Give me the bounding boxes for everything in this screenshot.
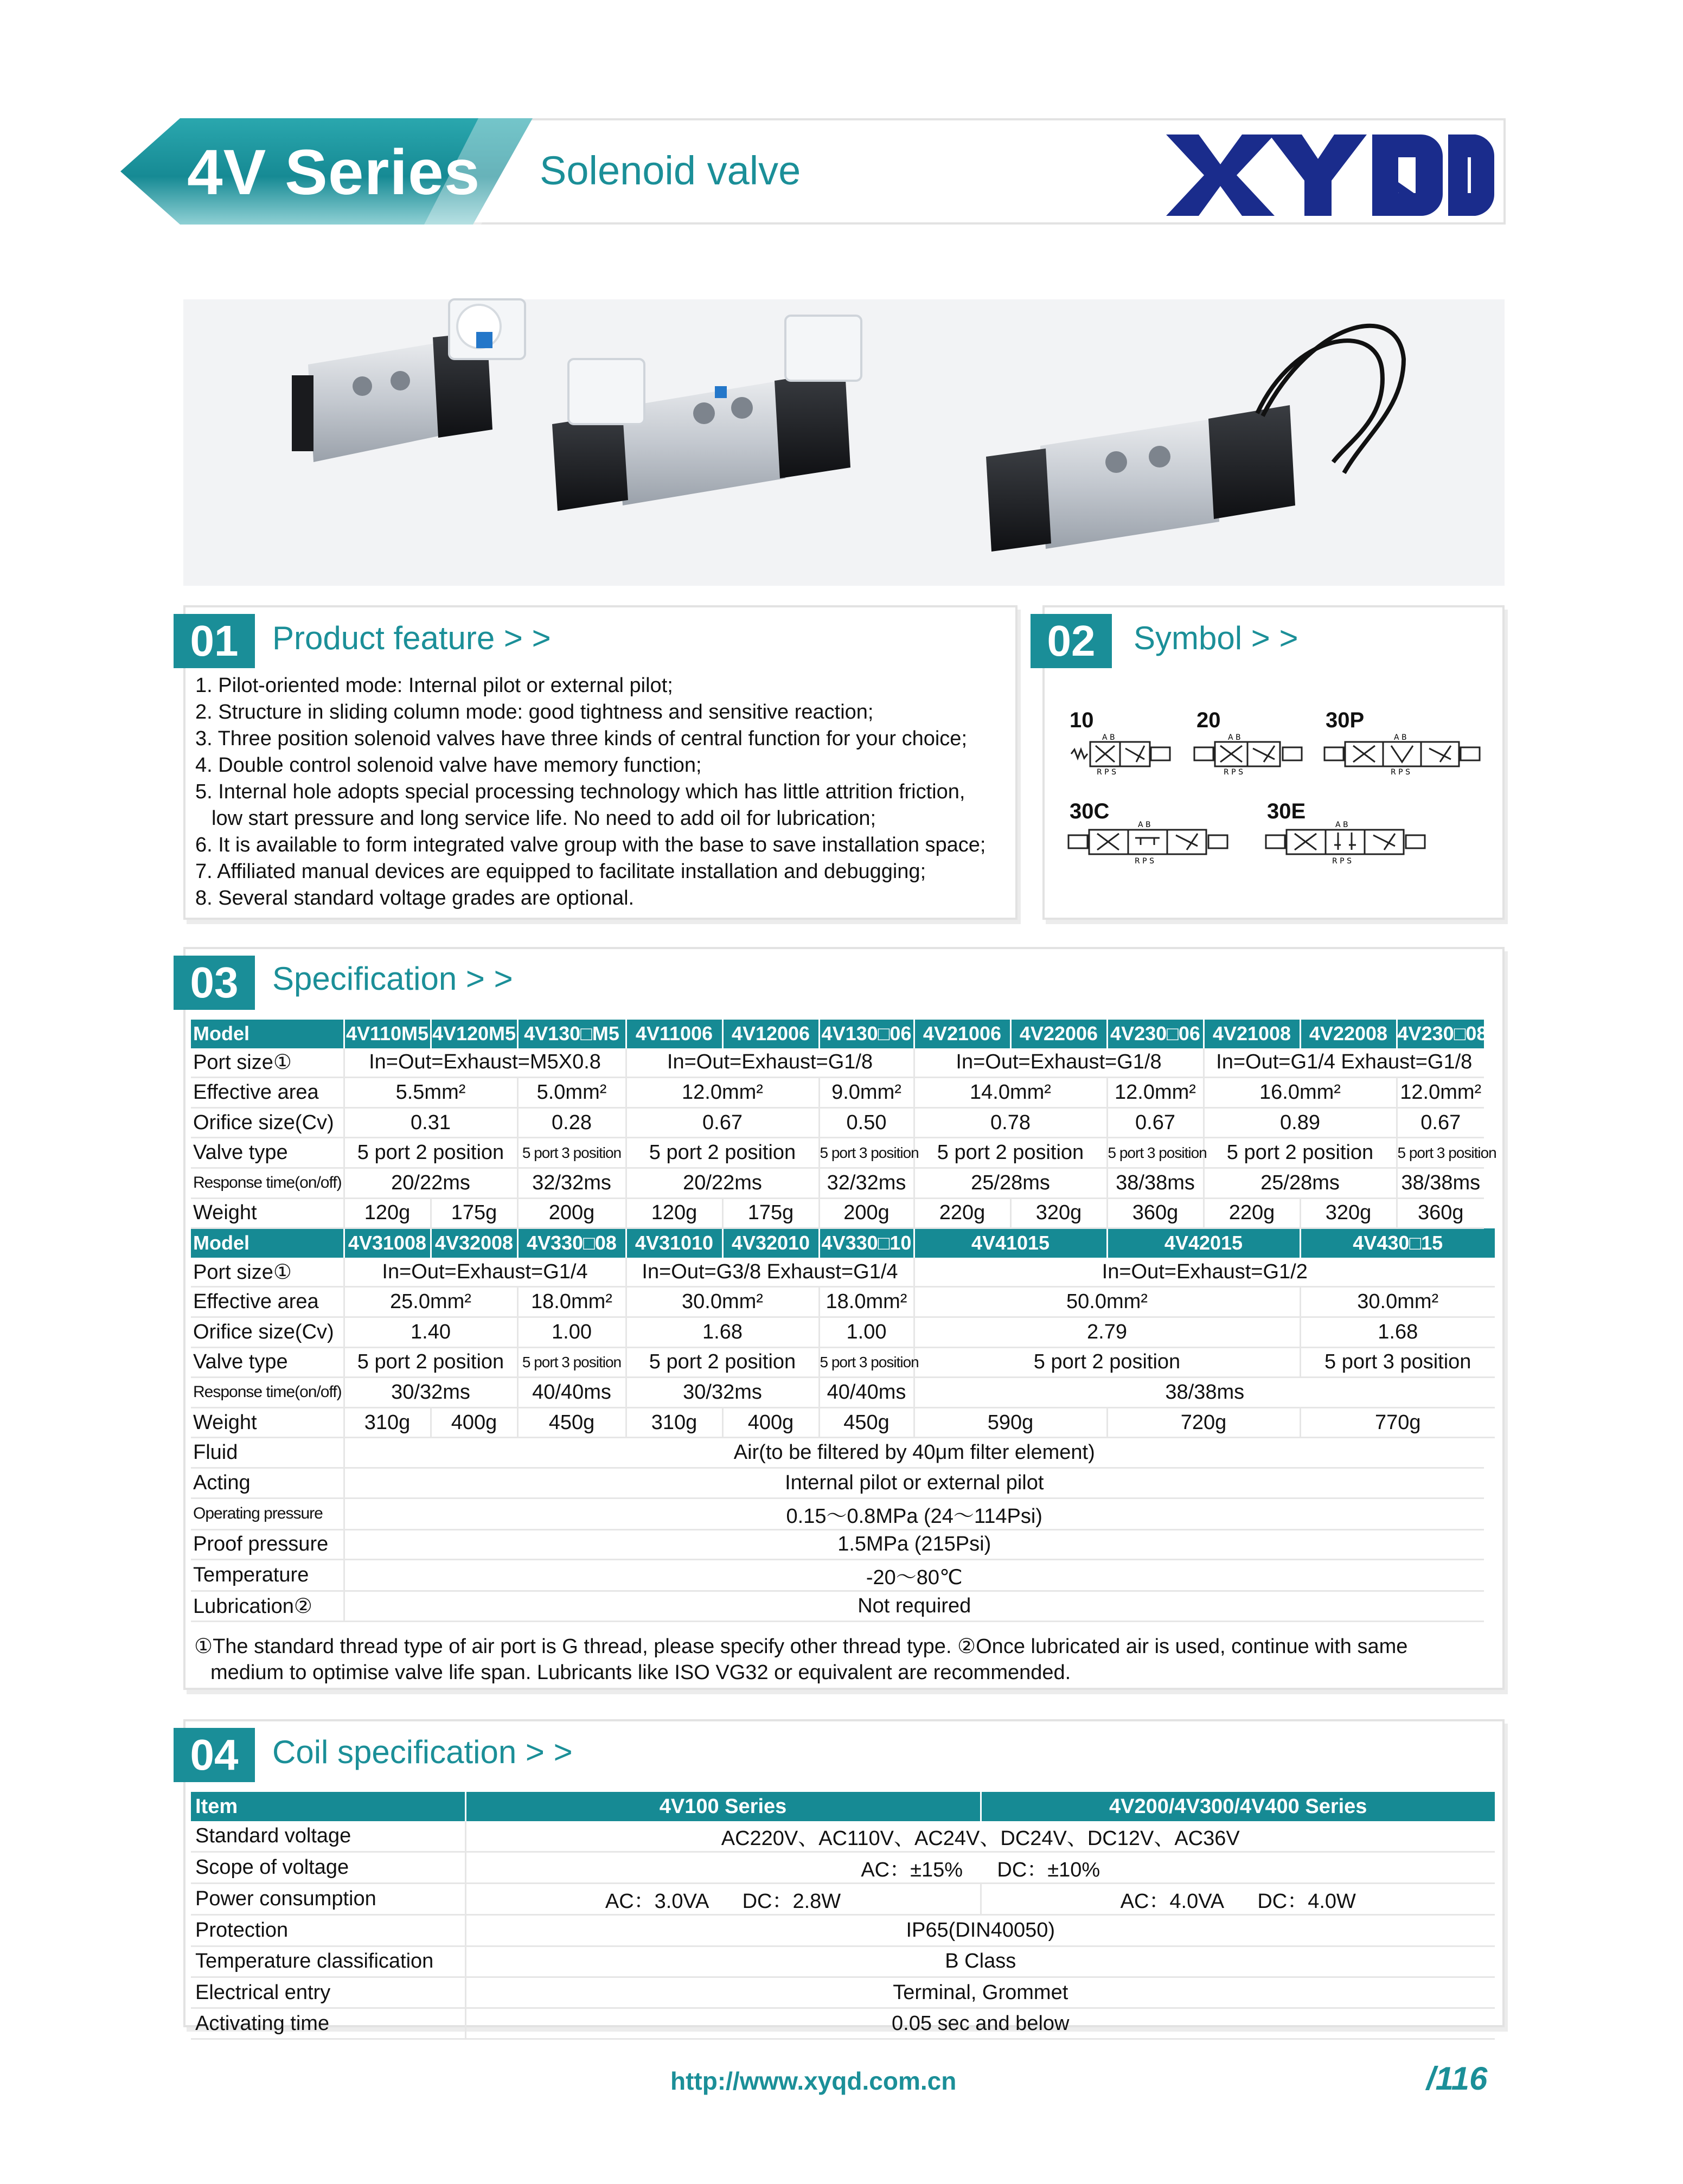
brand-logo	[1161, 124, 1497, 221]
symbol-ports-bottom: R P S	[1135, 857, 1154, 866]
area-cell: 30.0mm²	[626, 1287, 819, 1317]
coil-header-row	[191, 1792, 1495, 1821]
valve-label: Valve type	[191, 1347, 344, 1378]
series-title: 4V Series	[187, 137, 481, 208]
orifice-cell: 2.79	[914, 1317, 1300, 1347]
weight-cell: 200g	[517, 1198, 626, 1228]
symbol-ports-bottom: R P S	[1332, 857, 1352, 866]
valve-label: Valve type	[191, 1138, 344, 1168]
area-cell: 30.0mm²	[1300, 1287, 1495, 1317]
orifice-cell: 0.67	[626, 1107, 819, 1138]
coil-table	[191, 1792, 1495, 2040]
coil-row-value: AC：4.0VA DC：4.0W	[981, 1884, 1495, 1915]
proof-label: Proof pressure	[191, 1529, 344, 1560]
coil-row-label: Temperature classification	[191, 1946, 465, 1977]
coil-header-4v100: 4V100 Series	[465, 1792, 981, 1821]
proof-value: 1.5MPa (215Psi)	[344, 1529, 1484, 1560]
orifice-label: Orifice size(Cv)	[191, 1107, 344, 1138]
feature-item: 6. It is available to form integrated valve group with the base to save installation space;	[195, 834, 986, 856]
model-cell: 4V32008	[431, 1228, 517, 1258]
orifice-cell: 1.68	[1300, 1317, 1495, 1347]
symbol-label-30c: 30C	[1070, 799, 1110, 823]
weight-cell: 720g	[1107, 1407, 1300, 1438]
response-cell: 40/40ms	[517, 1378, 626, 1408]
valve-cell: 5 port 2 position	[1204, 1138, 1397, 1168]
symbol-label-10: 10	[1070, 708, 1094, 732]
response-cell: 25/28ms	[1204, 1168, 1397, 1198]
spec-section-number: 03	[174, 956, 255, 1010]
lubrication-label: Lubrication②	[191, 1591, 344, 1622]
feature-section-title: Product feature > >	[272, 620, 551, 656]
model-cell: 4V120M5	[431, 1020, 517, 1048]
spec-notes	[194, 1634, 1407, 1686]
response-cell: 38/38ms	[1107, 1168, 1204, 1198]
valve-cell: 5 port 2 position	[344, 1347, 517, 1378]
symbol-20-icon	[1193, 732, 1307, 776]
area-cell: 50.0mm²	[914, 1287, 1300, 1317]
weight-cell: 770g	[1300, 1407, 1495, 1438]
response-cell: 30/32ms	[626, 1378, 819, 1408]
coil-row-label: Standard voltage	[191, 1821, 465, 1852]
valve-cell: 5 port 3 position	[1107, 1138, 1204, 1168]
port-row-2	[191, 1258, 1495, 1287]
operating-value: 0.15～0.8MPa (24～114Psi)	[344, 1498, 1484, 1529]
orifice-row-1	[191, 1107, 1495, 1138]
weight-cell: 320g	[1300, 1198, 1397, 1228]
coil-row-label: Activating time	[191, 2008, 465, 2039]
weight-cell: 310g	[626, 1407, 722, 1438]
response-cell: 30/32ms	[344, 1378, 517, 1408]
feature-item: 1. Pilot-oriented mode: Internal pilot or external pilot;	[195, 674, 673, 697]
port-cell: In=Out=G3/8 Exhaust=G1/4	[626, 1258, 914, 1287]
fluid-row	[191, 1438, 1495, 1468]
area-cell: 14.0mm²	[914, 1078, 1107, 1108]
weight-cell: 310g	[344, 1407, 431, 1438]
valve-cell: 5 port 3 position	[1397, 1138, 1484, 1168]
coil-row-label: Electrical entry	[191, 1977, 465, 2008]
symbol-ports-bottom: R P S	[1097, 768, 1116, 777]
orifice-cell: 1.40	[344, 1317, 517, 1347]
model-cell: 4V31010	[626, 1228, 722, 1258]
model-label: Model	[191, 1228, 344, 1258]
feature-item: 2. Structure in sliding column mode: good tightness and sensitive reaction;	[195, 701, 874, 723]
model-cell: 4V230□06	[1107, 1020, 1204, 1048]
orifice-cell: 0.50	[819, 1107, 914, 1138]
coil-row-value: 0.05 sec and below	[465, 2008, 1495, 2039]
temperature-row	[191, 1560, 1495, 1591]
valve-cell: 5 port 3 position	[517, 1347, 626, 1378]
valve-image-3	[986, 326, 1404, 552]
lubrication-value: Not required	[344, 1591, 1484, 1622]
spec-note-line: medium to optimise valve life span. Lubricants like ISO VG32 or equivalent are recommended.	[210, 1661, 1071, 1684]
acting-label: Acting	[191, 1468, 344, 1498]
orifice-cell: 0.31	[344, 1107, 517, 1138]
coil-row	[191, 1946, 1495, 1977]
weight-cell: 175g	[722, 1198, 819, 1228]
symbol-label-30p: 30P	[1326, 708, 1365, 732]
product-photo	[183, 299, 1505, 586]
weight-cell: 450g	[517, 1407, 626, 1438]
area-row-2	[191, 1287, 1495, 1317]
model-row-2	[191, 1228, 1495, 1258]
response-cell: 32/32ms	[517, 1168, 626, 1198]
response-cell: 40/40ms	[819, 1378, 914, 1408]
response-row-1	[191, 1168, 1495, 1198]
valve-row-2	[191, 1347, 1495, 1378]
model-label: Model	[191, 1020, 344, 1048]
weight-label: Weight	[191, 1198, 344, 1228]
coil-row	[191, 1915, 1495, 1946]
valve-cell: 5 port 3 position	[819, 1347, 914, 1378]
valve-cell: 5 port 2 position	[626, 1138, 819, 1168]
valve-row-1	[191, 1138, 1495, 1168]
coil-row-value: IP65(DIN40050)	[465, 1915, 1495, 1946]
model-row-1	[191, 1020, 1495, 1048]
coil-row	[191, 2008, 1495, 2039]
feature-item: low start pressure and long service life. No need to add oil for lubrication;	[212, 807, 876, 830]
response-cell: 20/22ms	[344, 1168, 517, 1198]
spec-section-title: Specification > >	[272, 960, 513, 997]
symbol-ports-bottom: R P S	[1391, 768, 1410, 777]
operating-label: Operating pressure	[191, 1498, 344, 1529]
weight-cell: 175g	[431, 1198, 517, 1228]
model-cell: 4V12006	[722, 1020, 819, 1048]
area-cell: 5.0mm²	[517, 1078, 626, 1108]
orifice-cell: 0.89	[1204, 1107, 1397, 1138]
orifice-label: Orifice size(Cv)	[191, 1317, 344, 1347]
symbol-section-number: 02	[1031, 614, 1112, 668]
footer-url-link[interactable]: http://www.xyqd.com.cn	[670, 2067, 957, 2095]
symbol-label-30e: 30E	[1267, 799, 1306, 823]
feature-item: 4. Double control solenoid valve have memory function;	[195, 754, 702, 777]
coil-row	[191, 1884, 1495, 1915]
port-cell: In=Out=Exhaust=G1/4	[344, 1258, 626, 1287]
response-cell: 25/28ms	[914, 1168, 1107, 1198]
page-number: /116	[1426, 2060, 1488, 2097]
coil-section-number: 04	[174, 1728, 255, 1782]
symbol-ports-top: A B	[1138, 821, 1151, 829]
series-subtitle: Solenoid valve	[540, 148, 801, 193]
response-cell: 38/38ms	[914, 1378, 1495, 1408]
area-cell: 16.0mm²	[1204, 1078, 1397, 1108]
weight-cell: 220g	[914, 1198, 1010, 1228]
orifice-cell: 1.00	[517, 1317, 626, 1347]
weight-cell: 120g	[626, 1198, 722, 1228]
model-cell: 4V230□08	[1397, 1020, 1484, 1048]
valve-image-1	[292, 299, 525, 462]
coil-header-4v200: 4V200/4V300/4V400 Series	[981, 1792, 1495, 1821]
feature-item: 8. Several standard voltage grades are optional.	[195, 887, 635, 910]
weight-cell: 220g	[1204, 1198, 1300, 1228]
orifice-cell: 1.68	[626, 1317, 819, 1347]
area-cell: 18.0mm²	[819, 1287, 914, 1317]
response-cell: 32/32ms	[819, 1168, 914, 1198]
valve-cell: 5 port 2 position	[344, 1138, 517, 1168]
weight-cell: 200g	[819, 1198, 914, 1228]
coil-section-title: Coil specification > >	[272, 1734, 573, 1770]
port-label: Port size①	[191, 1258, 344, 1287]
coil-row-value: AC：3.0VA DC：2.8W	[465, 1884, 981, 1915]
port-cell: In=Out=G1/4 Exhaust=G1/8	[1204, 1048, 1484, 1078]
symbol-10-icon	[1068, 732, 1177, 776]
weight-row-1	[191, 1198, 1495, 1228]
weight-cell: 320g	[1010, 1198, 1107, 1228]
model-cell: 4V110M5	[344, 1020, 431, 1048]
response-cell: 20/22ms	[626, 1168, 819, 1198]
proof-row	[191, 1529, 1495, 1560]
coil-row-value: B Class	[465, 1946, 1495, 1977]
feature-item: 7. Affiliated manual devices are equipped to facilitate installation and debugging;	[195, 860, 926, 883]
lubrication-row	[191, 1591, 1495, 1622]
valve-cell: 5 port 3 position	[819, 1138, 914, 1168]
response-label: Response time(on/off)	[191, 1168, 344, 1198]
model-cell: 4V21008	[1204, 1020, 1300, 1048]
temperature-value: -20～80℃	[344, 1560, 1484, 1591]
fluid-value: Air(to be filtered by 40μm filter element)	[344, 1438, 1484, 1468]
valve-image-2	[552, 316, 861, 511]
weight-cell: 400g	[431, 1407, 517, 1438]
port-cell: In=Out=Exhaust=M5X0.8	[344, 1048, 626, 1078]
model-cell: 4V22008	[1300, 1020, 1397, 1048]
feature-item: 5. Internal hole adopts special processing technology which has little attrition friction,	[195, 780, 965, 803]
port-cell: In=Out=Exhaust=G1/8	[626, 1048, 914, 1078]
weight-row-2	[191, 1407, 1495, 1438]
weight-cell: 360g	[1107, 1198, 1204, 1228]
coil-row	[191, 1977, 1495, 2008]
valve-cell: 5 port 3 position	[517, 1138, 626, 1168]
response-label: Response time(on/off)	[191, 1378, 344, 1408]
symbol-label-20: 20	[1196, 708, 1221, 732]
coil-row-value: Terminal, Grommet	[465, 1977, 1495, 2008]
port-label: Port size①	[191, 1048, 344, 1078]
model-cell: 4V130□M5	[517, 1020, 626, 1048]
feature-list	[195, 673, 986, 912]
coil-row	[191, 1821, 1495, 1852]
orifice-cell: 0.78	[914, 1107, 1107, 1138]
orifice-cell: 0.67	[1107, 1107, 1204, 1138]
acting-value: Internal pilot or external pilot	[344, 1468, 1484, 1498]
spec-note-line: ①The standard thread type of air port is G thread, please specify other thread type. ②Once lubricated air is used, continue with same	[194, 1635, 1408, 1658]
area-cell: 9.0mm²	[819, 1078, 914, 1108]
operating-row	[191, 1498, 1495, 1529]
symbol-30e-icon	[1265, 819, 1428, 865]
weight-cell: 590g	[914, 1407, 1107, 1438]
weight-label: Weight	[191, 1407, 344, 1438]
valve-cell: 5 port 2 position	[626, 1347, 819, 1378]
coil-row-label: Scope of voltage	[191, 1852, 465, 1884]
port-row-1	[191, 1048, 1495, 1078]
coil-row-label: Protection	[191, 1915, 465, 1946]
weight-cell: 120g	[344, 1198, 431, 1228]
orifice-cell: 0.28	[517, 1107, 626, 1138]
coil-header-item: Item	[191, 1792, 465, 1821]
area-label: Effective area	[191, 1287, 344, 1317]
model-cell: 4V22006	[1010, 1020, 1107, 1048]
area-cell: 25.0mm²	[344, 1287, 517, 1317]
model-cell: 4V41015	[914, 1228, 1107, 1258]
area-cell: 5.5mm²	[344, 1078, 517, 1108]
fluid-label: Fluid	[191, 1438, 344, 1468]
orifice-cell: 0.67	[1397, 1107, 1484, 1138]
feature-item: 3. Three position solenoid valves have three kinds of central function for your choice;	[195, 727, 967, 750]
response-cell: 38/38ms	[1397, 1168, 1484, 1198]
area-cell: 18.0mm²	[517, 1287, 626, 1317]
coil-row-label: Power consumption	[191, 1884, 465, 1915]
temperature-label: Temperature	[191, 1560, 344, 1591]
port-cell: In=Out=Exhaust=G1/8	[914, 1048, 1204, 1078]
coil-row-value: AC220V、AC110V、AC24V、DC24V、DC12V、AC36V	[465, 1821, 1495, 1852]
orifice-row-2	[191, 1317, 1495, 1347]
model-cell: 4V31008	[344, 1228, 431, 1258]
port-cell: In=Out=Exhaust=G1/2	[914, 1258, 1495, 1287]
symbol-30p-icon	[1323, 732, 1481, 776]
model-cell: 4V21006	[914, 1020, 1010, 1048]
response-row-2	[191, 1378, 1495, 1408]
orifice-cell: 1.00	[819, 1317, 914, 1347]
model-cell: 4V42015	[1107, 1228, 1300, 1258]
area-label: Effective area	[191, 1078, 344, 1108]
valve-cell: 5 port 3 position	[1300, 1347, 1495, 1378]
area-cell: 12.0mm²	[626, 1078, 819, 1108]
valve-cell: 5 port 2 position	[914, 1138, 1107, 1168]
weight-cell: 450g	[819, 1407, 914, 1438]
area-cell: 12.0mm²	[1107, 1078, 1204, 1108]
coil-row-value: AC：±15% DC：±10%	[465, 1852, 1495, 1884]
acting-row	[191, 1468, 1495, 1498]
model-cell: 4V330□08	[517, 1228, 626, 1258]
symbol-ports-top: A B	[1228, 733, 1241, 742]
area-cell: 12.0mm²	[1397, 1078, 1484, 1108]
feature-section-number: 01	[174, 614, 255, 668]
coil-row	[191, 1852, 1495, 1884]
weight-cell: 400g	[722, 1407, 819, 1438]
symbol-ports-bottom: R P S	[1224, 768, 1243, 777]
model-cell: 4V32010	[722, 1228, 819, 1258]
weight-cell: 360g	[1397, 1198, 1484, 1228]
symbol-ports-top: A B	[1102, 733, 1115, 742]
model-cell: 4V130□06	[819, 1020, 914, 1048]
model-cell: 4V430□15	[1300, 1228, 1495, 1258]
valve-cell: 5 port 2 position	[914, 1347, 1300, 1378]
area-row-1	[191, 1078, 1495, 1108]
symbol-section-title: Symbol > >	[1134, 620, 1298, 656]
spec-table	[191, 1020, 1495, 1622]
symbol-30c-icon	[1067, 819, 1230, 865]
symbol-ports-top: A B	[1335, 821, 1348, 829]
symbol-ports-top: A B	[1394, 733, 1407, 742]
model-cell: 4V11006	[626, 1020, 722, 1048]
model-cell: 4V330□10	[819, 1228, 914, 1258]
